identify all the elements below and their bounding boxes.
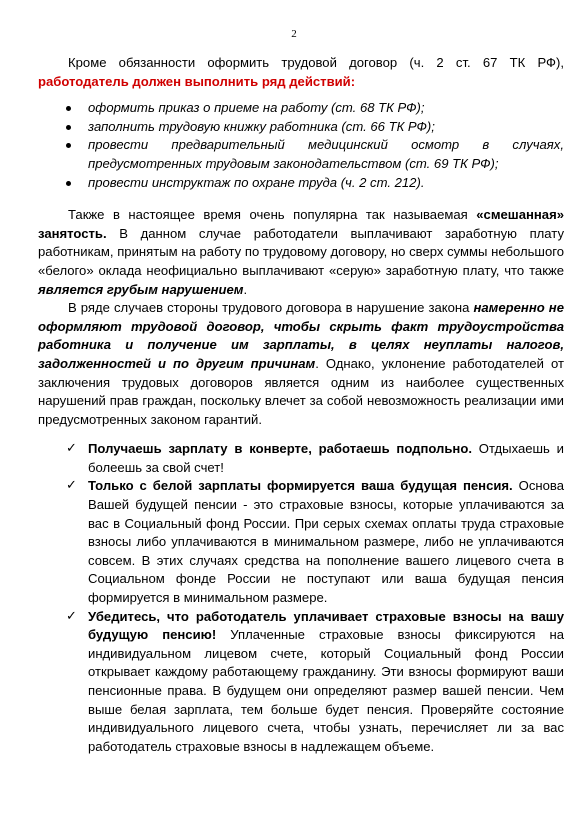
warning-heading: Убедитесь, что работодатель уплачивает страховые взносы на вашу будущую пенсию! [88,608,564,643]
text-run: Также в настоящее время очень популярна так называемая [68,207,477,223]
requirements-list [38,99,564,192]
list-item-text: заполнить трудовую книжку работника (ст. 66 ТК РФ); [88,118,435,134]
intro-text: Кроме обязанности оформить трудовой договор (ч. 2 ст. 67 ТК РФ), [68,55,564,70]
bullet-icon [66,106,71,111]
text-run: В ряде случаев стороны трудового договора в нарушение закона [68,300,474,316]
list-item [38,477,564,607]
page-number: 2 [291,28,297,40]
text-run: . [243,281,248,297]
text-run: . Однако, уклонение работодателей от заключения трудовых договоров является одним из наиболее существенных нарушений прав граждан, поскольку влечет за собой невозможность реализации ими предусмотренных законом гарантий. [38,355,564,427]
warning-heading: Получаешь зарплату в конверте, работаешь подпольно. [88,441,472,457]
intro-red-text: работодатель должен выполнить ряд действий: [38,73,356,89]
warnings-list [38,440,564,756]
list-item-text: провести инструктаж по охране труда (ч. 2 ст. 212). [88,174,425,190]
list-item [38,174,564,193]
checkmark-icon: ✓ [66,441,77,457]
list-item-text: провести предварительный медицинский осмотр в случаях, предусмотренных трудовым законодательством (ст. 69 ТК РФ); [88,137,564,171]
bullet-icon [66,181,71,186]
violation-emphasis: является грубым нарушением [38,281,244,297]
warning-text: Отдыхаешь и болеешь за свой счет! [88,441,564,475]
mixed-employment-term: «смешанная» занятость. [38,207,564,241]
warning-text: Основа Вашей будущей пенсии - это страховые взносы, которые уплачиваются за вас в Социальный фонд России. При серых схемах оплаты труда страховые взносы либо уплачиваются в минимальном размере, либо не уплачиваются совсем. В этих случаях средства на пополнение вашего лицевого счета в Социальном фонде России не поступают или ваша будущая пенсия формируется в минимальном размере. [88,478,564,606]
illegal-employment-paragraph [38,299,564,429]
bullet-icon [66,125,71,130]
list-item [38,440,564,477]
page-content [38,54,564,756]
list-item-text: оформить приказ о приеме на работу (ст. 68 ТК РФ); [88,100,425,116]
warning-text: Уплаченные страховые взносы фиксируются на индивидуальном лицевом счете, который Социальный фонд России открывает каждому работающему гражданину. Эти взносы формируют ваши пенсионные права. В будущем они определяют размер вашей пенсии. Чем выше белая зарплата, тем больше будет пенсия. Проверяйте состояние индивидуального лицевого счета, чтобы узнать, перечисляет ли за вас работодатель страховые взносы в надлежащем объеме. [88,627,564,754]
checkmark-icon: ✓ [66,478,77,494]
text-run: В данном случае работодатели выплачивают заработную плату работникам, принятым на работу по трудовому договору, но сверх суммы небольшого «белого» оклада неофициально выплачивают «серую» заработную плату, что также [38,225,564,278]
list-item [38,608,564,757]
illegal-emphasis: намеренно не оформляют трудовой договор, чтобы скрыть факт трудоустройства работника и получение им зарплаты, в целях неуплаты налогов, задолженностей и по другим причинам [38,300,564,371]
list-item [38,136,564,173]
warning-heading: Только с белой зарплаты формируется ваша будущая пенсия. [88,478,513,494]
bullet-icon [66,143,71,148]
checkmark-icon: ✓ [66,608,77,624]
list-item [38,99,564,118]
list-item [38,118,564,137]
intro-paragraph [38,54,564,91]
mixed-employment-paragraph [38,206,564,299]
